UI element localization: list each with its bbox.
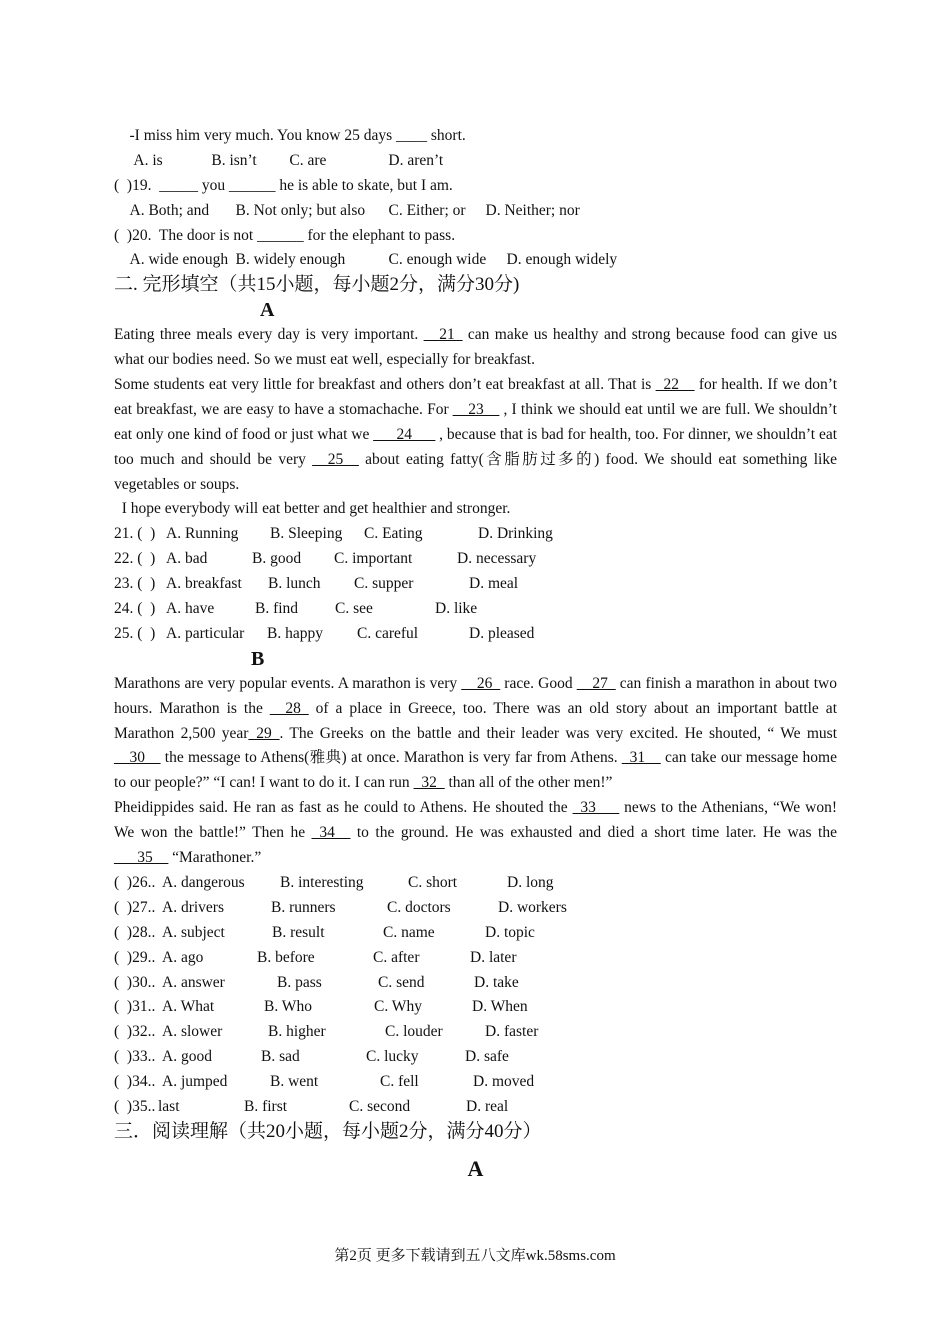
option: D. long xyxy=(507,873,554,891)
blank-29: _29_ xyxy=(248,724,280,742)
option: B. good xyxy=(252,550,302,568)
question-25: 25. ( ) A. particular B. happy C. careful D. pleased xyxy=(114,622,837,647)
question-22: 22. ( ) A. bad B. good C. important D. necessary xyxy=(114,547,837,572)
blank-31: _31__ xyxy=(621,749,661,767)
question-20-text: ( )20. The door is not ______ for the elephant to pass. xyxy=(114,226,456,244)
question-20-options xyxy=(114,248,837,273)
option: A. slower xyxy=(162,1023,223,1041)
option: C. careful xyxy=(357,624,419,642)
blank-25: __25__ xyxy=(312,450,359,468)
question-34: ( )34.. A. jumped B. went C. fell D. moved xyxy=(114,1070,837,1095)
option: C. supper xyxy=(354,575,414,593)
section-2-title: 二. 完形填空（共15小题，每小题2分，满分30分) xyxy=(114,274,520,296)
option: B. Not only; but also xyxy=(235,201,366,219)
section-3-heading: A xyxy=(467,1155,484,1181)
question-32: ( )32.. A. slower B. higher C. louder D. faster xyxy=(114,1020,837,1045)
option: A. breakfast xyxy=(166,575,242,593)
option: A. What xyxy=(162,998,215,1016)
option: D. moved xyxy=(473,1073,535,1091)
blank-22: _22__ xyxy=(655,375,695,393)
passage-a-paragraph-2: Some students eat very little for breakfast and others don’t eat breakfast at all. That is _22__ for health. If we don’t eat breakfast, we are easy to have a stomachache. For __23__ , I think we should eat until we are full. We shouldn’t eat only one kind of food or just what we ___24___ , because that is bad for health, too. For dinner, we shouldn’t eat too much and should be very __25__ about eating fatty(含脂肪过多的) food. We should eat something like vegetables or soups. xyxy=(114,375,838,493)
passage-b-heading: B xyxy=(251,647,265,670)
option: A. wide enough xyxy=(129,251,229,269)
question-18-options xyxy=(114,149,837,174)
option: C. Either; or xyxy=(388,201,466,219)
option: B. went xyxy=(270,1073,319,1091)
option: C. Eating xyxy=(364,525,423,543)
option: A. subject xyxy=(162,923,225,941)
blank-34: _34__ xyxy=(311,824,351,842)
option: D. real xyxy=(466,1097,509,1115)
option: C. name xyxy=(383,923,435,941)
option: C. Why xyxy=(374,998,422,1016)
blank-33: _33___ xyxy=(572,799,620,817)
option: A. jumped xyxy=(162,1073,228,1091)
option: D. When xyxy=(472,998,528,1016)
passage-a-paragraph-3: I hope everybody will eat better and get healthier and stronger. xyxy=(114,500,511,518)
option: B. runners xyxy=(271,898,336,916)
option: C. see xyxy=(335,600,373,618)
blank-21: __21_ xyxy=(423,326,463,344)
option: B. happy xyxy=(267,624,323,642)
option: A. good xyxy=(162,1048,212,1066)
blank-23: __23__ xyxy=(452,400,500,418)
blank-32: _32_ xyxy=(413,774,445,792)
passage-a-paragraph-1: Eating three meals every day is very important. __21_ can make us healthy and strong because food can give us what our bodies need. So we must eat well, especially for breakfast. xyxy=(114,326,837,369)
option: B. result xyxy=(272,923,325,941)
blank-30: __30__ xyxy=(114,749,161,767)
option: D. necessary xyxy=(457,550,537,568)
option: C. short xyxy=(408,873,458,891)
option: C. important xyxy=(334,550,413,568)
question-27: ( )27.. A. drivers B. runners C. doctors D. workers xyxy=(114,896,837,921)
option: D. Neither; nor xyxy=(485,201,580,219)
option: D. aren’t xyxy=(388,151,444,169)
option: last xyxy=(158,1097,180,1115)
option: A. dangerous xyxy=(162,873,245,891)
option: B. Who xyxy=(264,998,312,1016)
question-24: 24. ( ) A. have B. find C. see D. like xyxy=(114,597,837,622)
option: D. workers xyxy=(498,898,567,916)
question-33: ( )33.. A. good B. sad C. lucky D. safe xyxy=(114,1045,837,1070)
question-23: 23. ( ) A. breakfast B. lunch C. supper D. meal xyxy=(114,572,837,597)
blank-27: __27_ xyxy=(576,674,616,692)
question-19-text: ( )19. _____ you ______ he is able to skate, but I am. xyxy=(114,176,453,194)
option: C. fell xyxy=(380,1073,419,1091)
option: A. ago xyxy=(162,948,204,966)
page-footer: 第2页 更多下载请到五八文库wk.58sms.com xyxy=(334,1248,616,1264)
option: B. interesting xyxy=(280,873,364,891)
option: C. doctors xyxy=(387,898,451,916)
option: A. is xyxy=(133,151,163,169)
option: D. safe xyxy=(465,1048,509,1066)
option: C. send xyxy=(378,973,425,991)
exam-page xyxy=(114,124,837,1182)
option: A. drivers xyxy=(162,898,224,916)
option: C. enough wide xyxy=(388,251,487,269)
question-35: ( )35.. last B. first C. second D. real xyxy=(114,1095,837,1120)
question-18-text: -I miss him very much. You know 25 days ____ short. xyxy=(114,127,466,144)
question-26: ( )26.. A. dangerous B. interesting C. short D. long xyxy=(114,871,837,896)
option: A. particular xyxy=(166,624,245,642)
option: A. Both; and xyxy=(129,201,210,219)
option: D. topic xyxy=(485,923,535,941)
option: D. later xyxy=(470,948,517,966)
section-3-title: 三．阅读理解（共20小题，每小题2分，满分40分） xyxy=(114,1120,542,1142)
option: B. lunch xyxy=(268,575,321,593)
option: B. widely enough xyxy=(235,251,346,269)
option: D. Drinking xyxy=(478,525,553,543)
question-21: 21. ( ) A. Running B. Sleeping C. Eating D. Drinking xyxy=(114,522,837,547)
option: C. are xyxy=(289,151,327,169)
option: D. faster xyxy=(485,1023,539,1041)
option: D. like xyxy=(435,600,478,618)
option: D. meal xyxy=(469,575,519,593)
option: A. have xyxy=(166,600,215,618)
passage-a-heading: A xyxy=(260,299,275,322)
passage-b-paragraph-2: Pheidippides said. He ran as fast as he could to Athens. He shouted the _33___ news to the Athenians, “We won! We won the battle!” Then he _34__ to the ground. He was exhausted and died a short time later. He was the ___35__ “Marathoner.” xyxy=(114,799,837,867)
question-31: ( )31.. A. What B. Who C. Why D. When xyxy=(114,995,837,1020)
option: D. enough widely xyxy=(506,251,618,269)
option: C. lucky xyxy=(366,1048,419,1066)
blank-35: ___35__ xyxy=(114,849,169,867)
option: C. second xyxy=(349,1097,411,1115)
question-29: ( )29.. A. ago B. before C. after D. later xyxy=(114,946,837,971)
option: C. louder xyxy=(385,1023,443,1041)
option: B. higher xyxy=(268,1023,326,1041)
option: B. Sleeping xyxy=(270,525,343,543)
option: B. isn’t xyxy=(211,151,257,169)
question-19-options xyxy=(114,199,837,224)
option: B. find xyxy=(255,600,299,618)
blank-24: ___24___ xyxy=(373,425,436,443)
option: B. sad xyxy=(261,1048,300,1066)
option: A. answer xyxy=(162,973,225,991)
question-30: ( )30.. A. answer B. pass C. send D. take xyxy=(114,971,837,996)
option: B. pass xyxy=(277,973,322,991)
option: A. Running xyxy=(166,525,239,543)
option: C. after xyxy=(373,948,420,966)
option: B. before xyxy=(257,948,315,966)
option: D. pleased xyxy=(469,624,535,642)
blank-26: __26_ xyxy=(461,674,501,692)
question-28: ( )28.. A. subject B. result C. name D. topic xyxy=(114,921,837,946)
blank-28: __28_ xyxy=(269,699,309,717)
option: D. take xyxy=(474,973,519,991)
passage-b-paragraph-1: Marathons are very popular events. A marathon is very __26_ race. Good __27_ can finish a marathon in about two hours. Marathon is the __28_ of a place in Greece, too. There was an old story about an important battle at Marathon 2,500 year_29_. The Greeks on the battle and their leader was very excited. He shouted, “ We must __30__ the message to Athens(雅典) at once. Marathon is very far from Athens. _31__ can take our message home to our people?” “I can! I want to do it. I can run _32_ than all of the other men!” xyxy=(114,674,837,792)
option: A. bad xyxy=(166,550,208,568)
option: B. first xyxy=(244,1097,288,1115)
